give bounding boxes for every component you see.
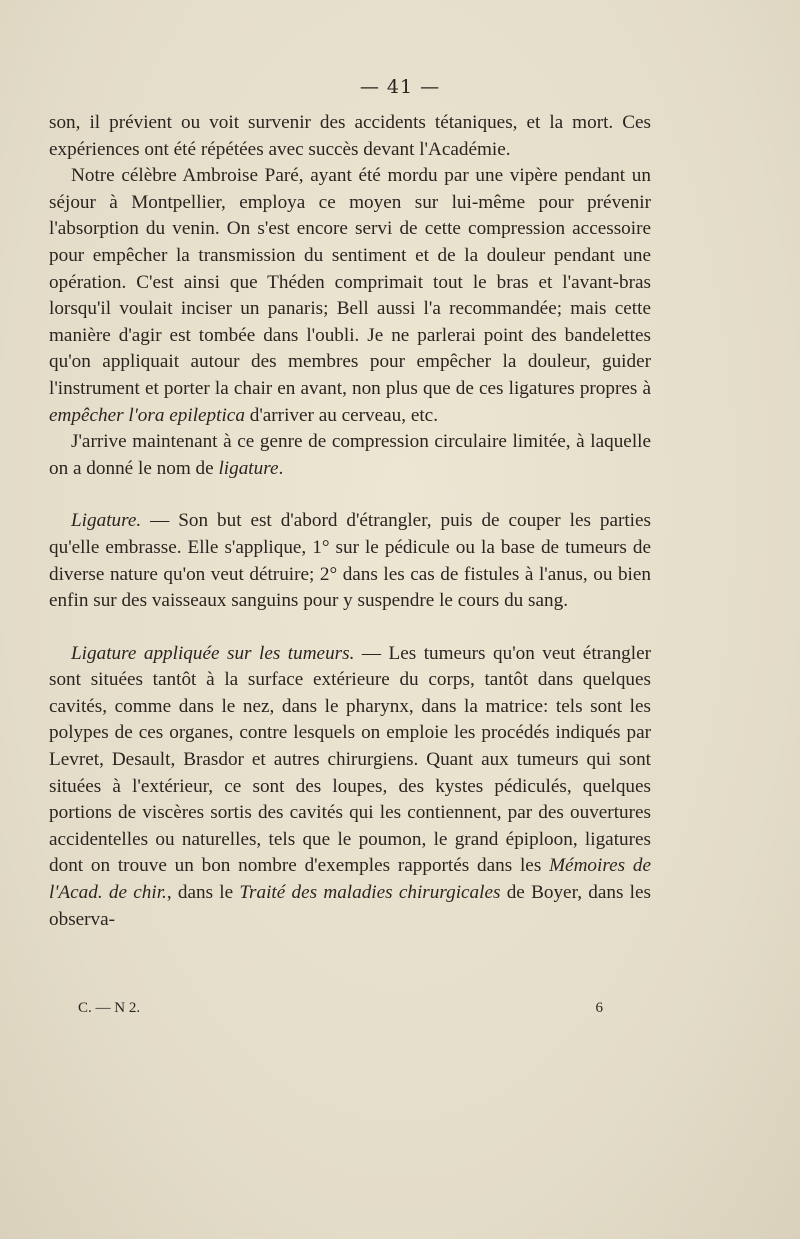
italic-run: Mémoires de l'Acad. de chir. <box>49 855 651 904</box>
text-run: — Les tumeurs qu'on veut étrangler sont situées tantôt à la surface extérieure du corps, tantôt dans quelques cavités, comme dans le nez, dans le pharynx, dans la matrice: tels sont les polypes de ces organes, contre lesquels on emploie les procédés indiqués par Levret, Desault, Brasdor et autres chirurgiens. Quant aux tumeurs qui sont situées à l'extérieur, ce sont des loupes, des kystes pédiculés, quelques portions de viscères sortis des cavités qui les contiennent, par des ouvertures accidentelles ou naturelles, tels que le poumon, le grand épiploon, ligatures dont on trouve un bon nombre d'exemples rapportés dans les <box>49 642 651 877</box>
paragraph <box>49 163 651 429</box>
italic-run: Traité des maladies chirurgicales <box>239 882 501 904</box>
text-run: son, il prévient ou voit survenir des accidents tétaniques, et la mort. Ces expériences ont été répétées avec succès devant l'Académie. <box>49 112 651 160</box>
italic-run: empêcher l'ora epileptica <box>49 404 245 426</box>
text-run: — Son but est d'abord d'étrangler, puis de couper les parties qu'elle embrasse. Elle s'applique, 1° sur le pédicule ou la base de tumeurs de diverse nature qu'on veut détruire; 2° dans les cas de fistules à l'anus, ou bien enfin sur des vaisseaux sanguins pour y suspendre le cours du sang. <box>49 510 651 612</box>
italic-run: Ligature. <box>71 510 142 532</box>
italic-run: ligature <box>218 457 279 479</box>
paragraph <box>49 429 651 482</box>
paragraph-gap <box>49 615 651 641</box>
paragraph <box>49 508 651 614</box>
text-run: Notre célèbre Ambroise Paré, ayant été mordu par une vipère pendant un séjour à Montpellier, employa ce moyen sur lui-même pour prévenir l'absorption du venin. On s'est encore servi de cette compression accessoire pour empêcher la transmission du sentiment et de la douleur pendant une opération. C'est ainsi que Théden comprimait tout le bras et l'avant-bras lorsqu'il voulait inciser un panaris; Bell aussi l'a recommandée; mais cette manière d'agir est tombée dans l'oubli. Je ne parlerai point des bandelettes qu'on appliquait autour des membres pour empêcher la douleur, guider l'instrument et porter la chair en avant, non plus que de ces ligatures propres à <box>49 165 651 399</box>
signature-mark: C. — N 2. <box>78 1000 141 1016</box>
text-run: . <box>278 457 284 479</box>
body-text <box>49 110 651 933</box>
gathering-number: 6 <box>595 1000 603 1016</box>
text-run: , dans le <box>166 882 240 904</box>
text-run: d'arriver au cerveau, etc. <box>244 404 438 426</box>
text-run: de Boyer, dans les observa- <box>49 882 651 930</box>
paragraph <box>49 110 651 163</box>
page-number-header: — 41 — <box>359 76 441 98</box>
paragraph <box>49 641 651 934</box>
paragraph-gap <box>49 482 651 508</box>
text-run: J'arrive maintenant à ce genre de compression circulaire limitée, à laquelle on a donné le nom de <box>49 431 651 479</box>
italic-run: Ligature appliquée sur les tumeurs. <box>71 642 355 664</box>
